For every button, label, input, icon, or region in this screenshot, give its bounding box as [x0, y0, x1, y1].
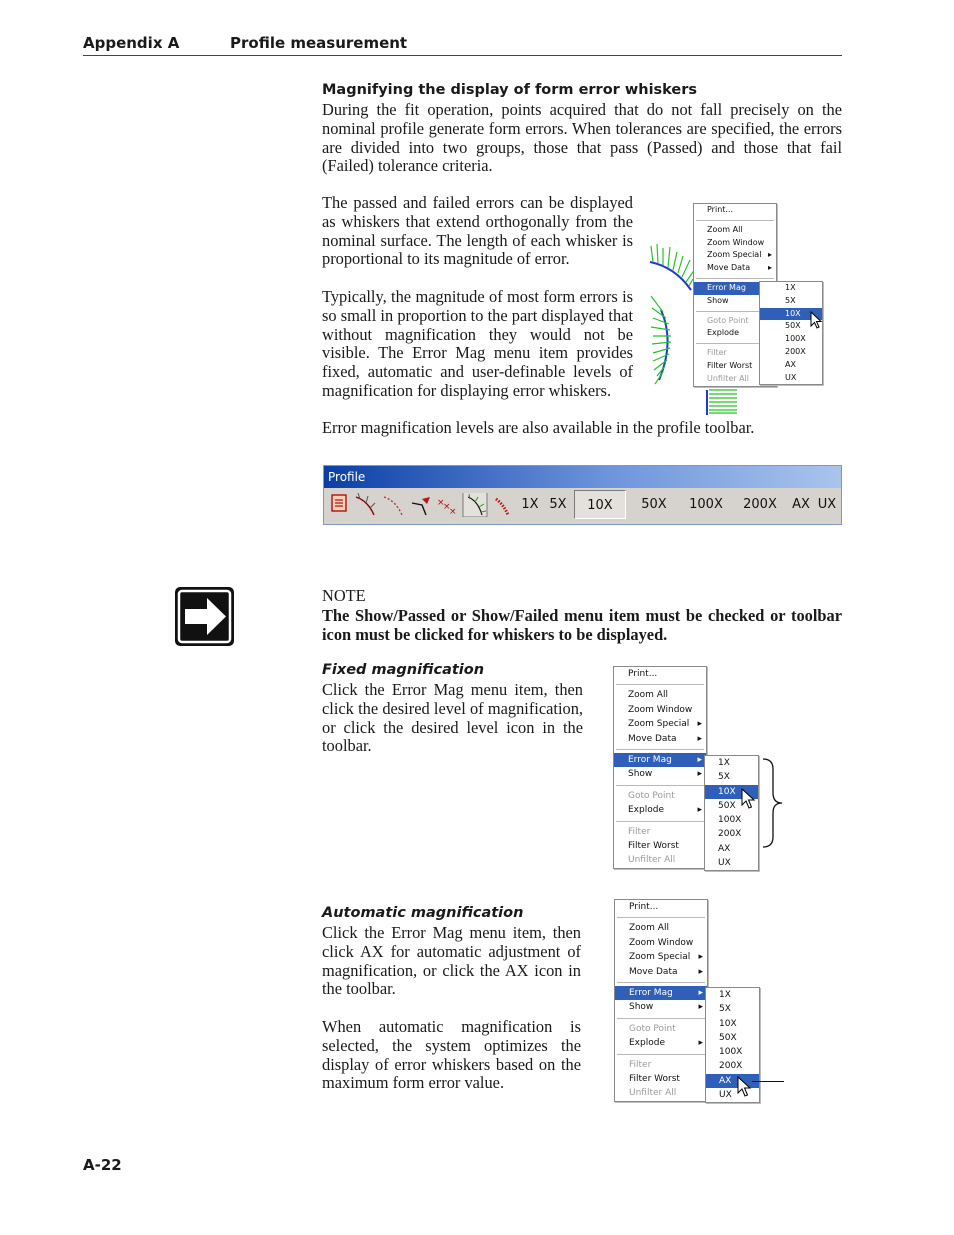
- toolbar-button-10x[interactable]: 10X: [574, 490, 626, 519]
- menu-separator: [616, 821, 704, 822]
- mouse-pointer-icon: [741, 788, 755, 810]
- fixed-magnification-heading: Fixed magnification: [322, 662, 485, 678]
- header-rule: [83, 55, 842, 56]
- submenu-item-100x[interactable]: 100X: [718, 815, 742, 826]
- show-failed-icon: [496, 499, 508, 515]
- menu-item-filter[interactable]: Filter: [707, 348, 727, 358]
- menu-separator: [617, 917, 705, 918]
- menu-item-explode[interactable]: Explode ▸: [614, 803, 706, 817]
- ax-callout-line: [752, 1081, 784, 1082]
- menu-item-print[interactable]: Print...: [628, 669, 658, 679]
- lower-whisker-arc: [651, 296, 671, 384]
- menu-item-zoom-all[interactable]: Zoom All: [628, 690, 668, 701]
- menu-item-unfilter-all[interactable]: Unfilter All: [628, 855, 676, 866]
- context-menu-fixed: [613, 666, 707, 869]
- error-mag-submenu-small: [759, 281, 823, 385]
- submenu-item-50x[interactable]: 50X: [719, 1032, 737, 1043]
- submenu-arrow-icon: ▸: [698, 1038, 703, 1049]
- submenu-arrow-icon: ▸: [767, 263, 772, 273]
- error-mag-submenu-automatic: [705, 987, 760, 1103]
- menu-separator: [696, 278, 774, 279]
- submenu-arrow-icon: ▸: [697, 733, 702, 744]
- points-icon: [437, 498, 457, 517]
- menu-item-explode[interactable]: Explode: [694, 327, 776, 340]
- submenu-item-5x[interactable]: 5X: [719, 1004, 731, 1015]
- menu-separator: [617, 982, 705, 983]
- note-arrow-icon: [175, 587, 234, 646]
- fixed-magnification-paragraph: Click the Error Mag menu item, then click the desired level of magnification, or click the desired level icon in the toolbar.: [322, 680, 583, 756]
- menu-item-unfilter-all[interactable]: Unfilter All: [707, 373, 749, 383]
- toolbar-button-5x[interactable]: 5X: [549, 497, 567, 512]
- arrow-profile-icon: [412, 497, 430, 515]
- submenu-arrow-icon: ▸: [698, 952, 703, 963]
- submenu-item-100x[interactable]: 100X: [719, 1047, 743, 1058]
- mouse-pointer-icon: [810, 311, 822, 330]
- menu-item-zoom-window[interactable]: Zoom Window: [707, 237, 765, 247]
- submenu-item-10x[interactable]: 10X: [705, 785, 758, 799]
- dashed-profile-icon: [384, 497, 402, 515]
- upper-whisker-arc: [650, 244, 695, 290]
- submenu-item-100x[interactable]: 100X: [785, 334, 806, 344]
- menu-item-move-data[interactable]: Move Data ▸: [694, 262, 776, 275]
- menu-item-show[interactable]: Show: [694, 295, 776, 308]
- menu-item-zoom-window[interactable]: Zoom Window: [629, 937, 694, 948]
- submenu-arrow-icon: ▸: [697, 719, 702, 730]
- menu-item-filter[interactable]: Filter: [628, 826, 651, 837]
- toolbar-button-100x[interactable]: 100X: [689, 497, 723, 512]
- menu-item-error-mag[interactable]: Error Mag ▸: [614, 753, 706, 767]
- submenu-arrow-icon: ▸: [697, 769, 702, 780]
- submenu-item-1x[interactable]: 1X: [719, 990, 731, 1000]
- submenu-arrow-icon: ▸: [697, 805, 702, 816]
- menu-item-move-data[interactable]: Move Data ▸: [615, 965, 707, 979]
- note-title: NOTE: [322, 586, 366, 605]
- menu-item-filter[interactable]: Filter: [629, 1059, 652, 1070]
- submenu-item-1x[interactable]: 1X: [718, 758, 730, 768]
- toolbar-button-1x[interactable]: 1X: [521, 497, 539, 512]
- menu-item-error-mag[interactable]: Error Mag: [694, 282, 776, 295]
- submenu-item-ax[interactable]: AX: [706, 1074, 759, 1088]
- intro-paragraph: During the fit operation, points acquired that do not fall precisely on the nominal profile generate form errors. When tolerances are specified, the errors are divided into two groups, those that pass (Passed) and those that fail (Failed) tolerance criteria.: [322, 100, 842, 176]
- toolbar-title: Profile: [324, 466, 841, 488]
- toolbar-button-50x[interactable]: 50X: [641, 497, 667, 512]
- note-text: The Show/Passed or Show/Failed menu item must be checked or toolbar icon must be clicked for whiskers to be displayed.: [322, 606, 842, 644]
- submenu-arrow-icon: ▸: [698, 966, 703, 977]
- mouse-pointer-icon: [737, 1076, 751, 1098]
- submenu-item-200x[interactable]: 200X: [718, 829, 742, 840]
- whisker-passed-icon: [356, 493, 375, 515]
- menu-item-zoom-all[interactable]: Zoom All: [707, 224, 743, 234]
- magnitude-paragraph: Typically, the magnitude of most form errors is so small in proportion to the part displayed that without magnification they would not be visible. The Error Mag menu item provides fixed, automatic and user-definable levels of magnification for displaying error whiskers.: [322, 287, 633, 400]
- error-mag-submenu-fixed: [704, 755, 759, 871]
- whisker-paragraph: The passed and failed errors can be displayed as whiskers that extend orthogonally from the nominal surface. The length of each whisker is proportional to its magnitude of error.: [322, 193, 633, 269]
- svg-text:×: ×: [443, 502, 451, 512]
- profile-toolbar: [323, 465, 842, 525]
- menu-item-goto-point[interactable]: Goto Point: [629, 1023, 676, 1034]
- submenu-item-1x[interactable]: 1X: [785, 283, 796, 292]
- menu-item-filter-worst[interactable]: Filter Worst: [707, 360, 753, 370]
- automatic-optimize-paragraph: When automatic magnification is selected, the system optimizes the display of error whiskers based on the maximum form error value.: [322, 1017, 581, 1093]
- properties-icon: [332, 495, 346, 511]
- submenu-item-5x[interactable]: 5X: [718, 772, 730, 783]
- menu-item-show[interactable]: Show ▸: [614, 767, 706, 781]
- toolbar-intro-paragraph: Error magnification levels are also available in the profile toolbar.: [322, 418, 755, 437]
- menu-separator: [616, 749, 704, 750]
- fixed-levels-bracket-icon: [760, 757, 784, 849]
- submenu-item-ax[interactable]: AX: [718, 843, 731, 854]
- toolbar-icon-strip: [330, 493, 510, 517]
- menu-separator: [616, 684, 704, 685]
- submenu-item-ux[interactable]: UX: [718, 858, 731, 869]
- submenu-item-50x[interactable]: 50X: [718, 800, 736, 811]
- submenu-item-200x[interactable]: 200X: [719, 1061, 743, 1072]
- submenu-arrow-icon: ▸: [697, 754, 702, 765]
- automatic-magnification-paragraph: Click the Error Mag menu item, then click AX for automatic adjustment of magnification, or click the AX icon in the toolbar.: [322, 923, 581, 999]
- submenu-arrow-icon: ▸: [767, 250, 772, 260]
- submenu-item-ux[interactable]: UX: [719, 1090, 732, 1101]
- menu-separator: [617, 1054, 705, 1055]
- svg-text:×: ×: [437, 498, 445, 508]
- menu-separator: [617, 1018, 705, 1019]
- menu-separator: [616, 785, 704, 786]
- menu-separator: [696, 220, 774, 221]
- submenu-item-10x[interactable]: 10X: [719, 1018, 737, 1029]
- menu-item-zoom-special[interactable]: Zoom Special ▸: [614, 717, 706, 731]
- automatic-magnification-heading: Automatic magnification: [322, 905, 524, 921]
- menu-item-print[interactable]: Print...: [707, 205, 734, 214]
- submenu-item-50x[interactable]: 50X: [785, 321, 801, 331]
- submenu-item-200x[interactable]: 200X: [785, 346, 806, 356]
- menu-item-error-mag[interactable]: Error Mag ▸: [615, 986, 707, 1000]
- menu-item-goto-point[interactable]: Goto Point: [707, 315, 749, 325]
- toolbar-button-ux[interactable]: UX: [817, 497, 837, 512]
- menu-item-zoom-window[interactable]: Zoom Window: [628, 704, 693, 715]
- menu-item-explode[interactable]: Explode ▸: [615, 1036, 707, 1050]
- menu-item-goto-point[interactable]: Goto Point: [628, 790, 675, 801]
- page-number: A-22: [83, 1156, 122, 1174]
- show-passed-icon: [463, 493, 487, 517]
- svg-text:×: ×: [449, 507, 457, 517]
- menu-item-filter-worst[interactable]: Filter Worst: [629, 1073, 680, 1084]
- context-menu-automatic: [614, 899, 708, 1102]
- base-whiskers: [707, 390, 737, 415]
- submenu-arrow-icon: ▸: [698, 1002, 703, 1013]
- header-section: Profile measurement: [230, 34, 408, 52]
- menu-item-print[interactable]: Print...: [629, 902, 659, 912]
- menu-item-zoom-special[interactable]: Zoom Special ▸: [694, 249, 776, 262]
- menu-item-move-data[interactable]: Move Data ▸: [614, 732, 706, 746]
- submenu-item-10x[interactable]: 10X: [760, 308, 822, 321]
- submenu-item-ux[interactable]: UX: [785, 372, 797, 382]
- toolbar-button-200x[interactable]: 200X: [743, 497, 777, 512]
- toolbar-button-ax[interactable]: AX: [792, 497, 810, 512]
- menu-item-zoom-special[interactable]: Zoom Special ▸: [615, 950, 707, 964]
- header-appendix: Appendix A: [83, 34, 180, 52]
- menu-item-show[interactable]: Show ▸: [615, 1000, 707, 1014]
- menu-item-zoom-all[interactable]: Zoom All: [629, 923, 669, 934]
- menu-item-unfilter-all[interactable]: Unfilter All: [629, 1088, 677, 1099]
- menu-item-filter-worst[interactable]: Filter Worst: [628, 840, 679, 851]
- submenu-arrow-icon: ▸: [698, 987, 703, 998]
- section-heading: Magnifying the display of form error whiskers: [322, 82, 698, 98]
- submenu-item-ax[interactable]: AX: [785, 359, 796, 369]
- submenu-item-5x[interactable]: 5X: [785, 295, 796, 305]
